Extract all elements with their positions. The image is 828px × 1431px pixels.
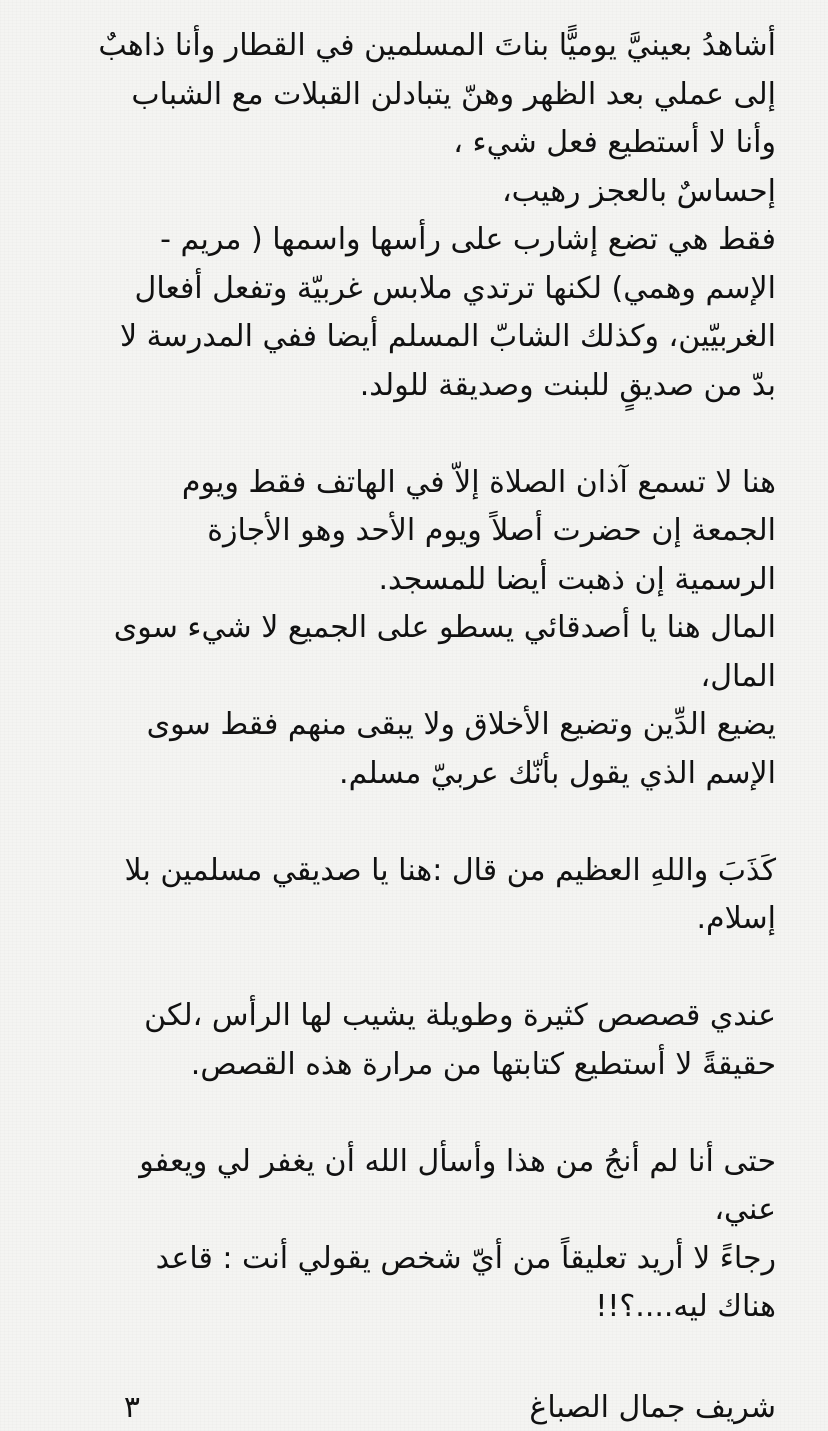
text-line: كَذَبَ واللهِ العظيم من قال :هنا يا صديقي مسلمين بلا xyxy=(124,852,776,888)
text-line: عندي قصصص كثيرة وطويلة يشيب لها الرأس ،لكن xyxy=(144,998,776,1033)
paragraph-gap xyxy=(36,1089,776,1138)
paragraph xyxy=(36,459,776,799)
page-number: ٣ xyxy=(123,1390,140,1425)
paragraph xyxy=(36,992,776,1089)
text-line: الإسم الذي يقول بأنّك عربيّ مسلم. xyxy=(339,755,776,791)
text-line: الجمعة إن حضرت أصلاً ويوم الأحد وهو الأجازة xyxy=(207,513,776,548)
text-line: هناك ليه....؟!! xyxy=(595,1289,776,1324)
text-line: عني، xyxy=(714,1192,776,1227)
paragraph xyxy=(36,847,776,944)
text-line: إحساسٌ بالعجز رهيب، xyxy=(502,173,776,209)
paragraph xyxy=(36,22,776,410)
text-line: الرسمية إن ذهبت أيضا للمسجد. xyxy=(378,561,776,597)
text-line: إلى عملي بعد الظهر وهنّ يتبادلن القبلات مع الشباب xyxy=(131,76,776,112)
text-line: هنا لا تسمع آذان الصلاة إلاّ في الهاتف فقط ويوم xyxy=(181,464,776,500)
paragraph-gap xyxy=(36,944,776,993)
text-line: بدّ من صديقٍ للبنت وصديقة للولد. xyxy=(359,367,776,403)
text-line: المال هنا يا أصدقائي يسطو على الجميع لا شيء سوى xyxy=(113,610,776,645)
note-body xyxy=(36,22,776,1332)
text-line: يضيع الدِّين وتضيع الأخلاق ولا يبقى منهم فقط سوى xyxy=(146,707,776,742)
text-line: الإسم وهمي) لكنها ترتدي ملابس غربيّة وتفعل أفعال xyxy=(134,270,776,306)
paragraph-gap xyxy=(36,410,776,459)
signature-row xyxy=(76,1385,776,1431)
text-line: حتى أنا لم أنجُ من هذا وأسأل الله أن يغفر لي ويعفو xyxy=(139,1143,776,1179)
text-line: أشاهدُ بعينيَّ يوميًّا بناتَ المسلمين في القطار وأنا ذاهبٌ xyxy=(98,28,776,63)
paragraph xyxy=(36,1138,776,1332)
text-line: وأنا لا أستطيع فعل شيء ، xyxy=(453,125,776,160)
text-line: رجاءً لا أريد تعليقاً من أيّ شخص يقولي أنت : قاعد xyxy=(155,1240,776,1276)
text-line: المال، xyxy=(700,658,776,694)
text-line: فقط هي تضع إشارب على رأسها واسمها ( مريم - xyxy=(160,222,776,257)
text-line: إسلام. xyxy=(696,901,776,936)
text-line: الغربيّين، وكذلك الشابّ المسلم أيضا ففي المدرسة لا xyxy=(119,319,776,354)
text-line: حقيقةً لا أستطيع كتابتها من مرارة هذه القصص. xyxy=(190,1046,776,1082)
paragraph-gap xyxy=(36,798,776,847)
author-signature: شريف جمال الصباغ xyxy=(529,1390,776,1425)
